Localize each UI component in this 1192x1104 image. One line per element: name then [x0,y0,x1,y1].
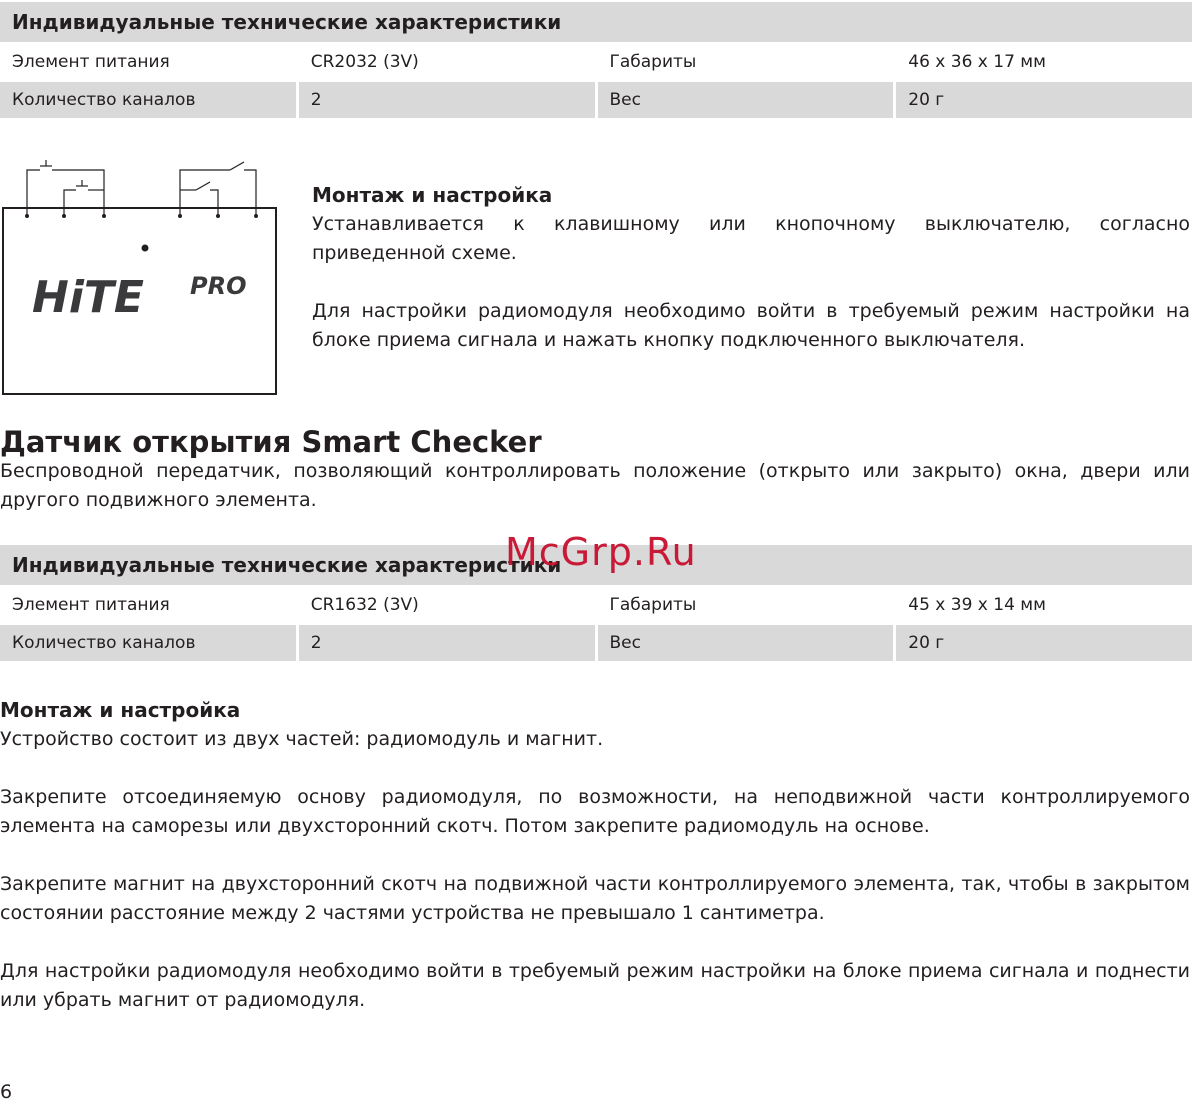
install-section-1 [312,181,1190,355]
table-cell: Элемент питания [12,52,170,72]
table-cell: Количество каналов [0,82,296,118]
paragraph: Устройство состоит из двух частей: радиомодуль и магнит. [0,728,604,750]
paragraph: Для настройки радиомодуля необходимо войти в требуемый режим настройки на блоке приема сигнала и поднести или убрать магнит от радиомодуля. [0,960,1190,1011]
page-number: 6 [0,1081,13,1103]
table-cell: 2 [299,625,595,661]
table-cell: 20 г [896,82,1192,118]
paragraph: Устанавливается к клавишному или кнопочному выключателю, согласно приведенной схеме. [312,213,1190,264]
table-cell: Вес [598,82,894,118]
wiring-diagram [0,150,290,400]
table-cell: CR1632 (3V) [310,595,419,615]
table-cell: 46 x 36 x 17 мм [908,52,1046,72]
table-row [0,82,1192,118]
table-cell: Количество каналов [0,625,296,661]
indicator-dot [142,245,149,252]
section-heading: Монтаж и настройка [312,183,553,207]
install-section-2 [0,696,1190,1015]
logo-main: HiTE [32,272,144,323]
spec-table-header: Индивидуальные технические характеристики [0,545,1192,585]
section-heading: Монтаж и настройка [0,698,241,722]
paragraph: Закрепите магнит на двухсторонний скотч на подвижной части контроллируемого элемента, так, чтобы в закрытом состоянии расстояние между 2 частями устройства не превышало 1 сантиметра. [0,873,1190,924]
spec-table-header: Индивидуальные технические характеристики [0,2,1192,42]
paragraph: Беспроводной передатчик, позволяющий контроллировать положение (открыто или закрыто) окна, двери или другого подвижного элемента. [0,460,1190,511]
spec-table-1 [0,2,1192,118]
table-cell: Вес [598,625,894,661]
table-cell: 20 г [896,625,1192,661]
paragraph: Для настройки радиомодуля необходимо войти в требуемый режим настройки на блоке приема сигнала и нажать кнопку подключенного выключателя. [312,300,1190,351]
table-row [0,625,1192,661]
logo-sub: PRO [190,272,247,300]
table-cell: 2 [299,82,595,118]
sensor-section [0,425,1190,515]
page-title: Датчик открытия Smart Checker [0,425,542,459]
table-cell: Элемент питания [12,595,170,615]
paragraph: Закрепите отсоединяемую основу радиомодуля, по возможности, на неподвижной части контроллируемого элемента на саморезы или двухсторонний скотч. Потом закрепите радиомодуль на основе. [0,786,1190,837]
table-cell: 45 x 39 x 14 мм [908,595,1046,615]
table-cell: CR2032 (3V) [310,52,419,72]
table-cell: Габариты [609,52,697,72]
table-cell: Габариты [609,595,697,615]
table-row [0,587,1192,623]
watermark: McGrp.Ru [505,530,697,574]
table-row [0,44,1192,80]
